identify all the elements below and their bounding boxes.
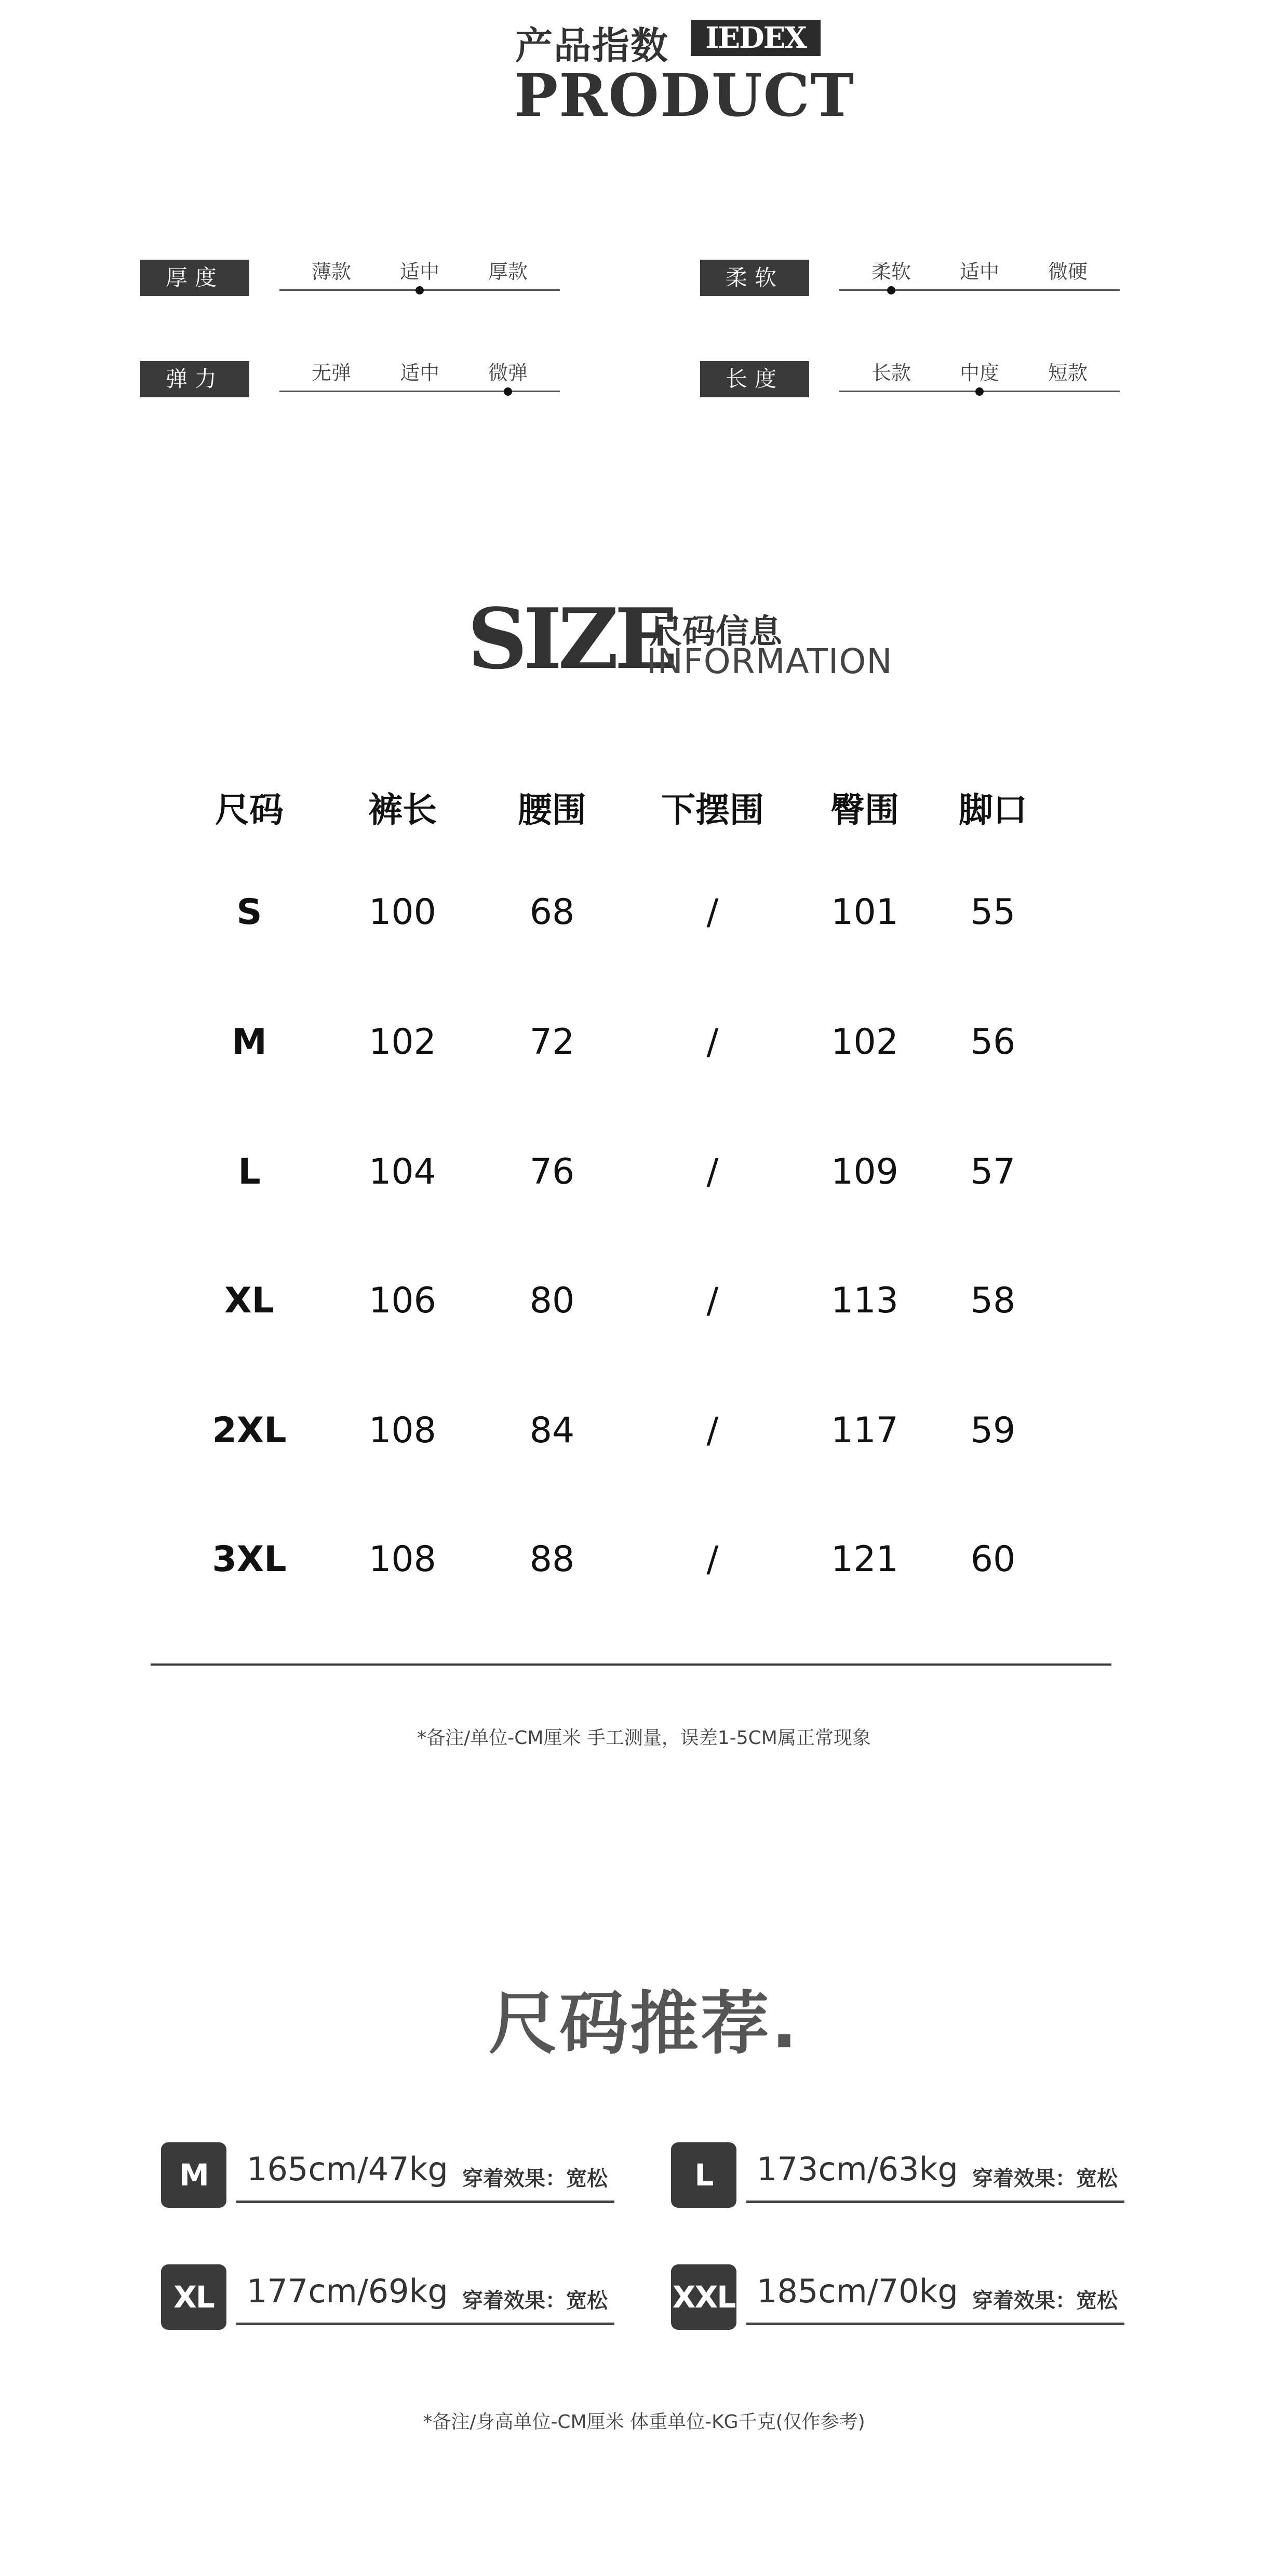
table-cell: 59: [970, 1410, 1016, 1451]
size-badge: L: [671, 2142, 736, 2208]
index-marker: [415, 286, 424, 294]
table-cell: 121: [831, 1539, 898, 1580]
size-badge: M: [161, 2142, 226, 2208]
recommend-title: 尺码推荐.: [488, 1984, 800, 2064]
table-cell: /: [706, 1022, 719, 1063]
index-option: 短款: [1048, 361, 1088, 384]
table-cell: 106: [369, 1280, 436, 1321]
fit-effect: 穿着效果：宽松: [972, 2167, 1118, 2191]
size-title-cn: 尺码信息: [649, 613, 782, 651]
table-cell: /: [706, 1280, 719, 1321]
index-label: 柔软: [700, 260, 809, 296]
table-cell: 76: [529, 1151, 575, 1192]
table-header-cell: 裤长: [368, 790, 437, 830]
header-title-en: PRODUCT: [514, 62, 855, 130]
table-header-cell: 尺码: [215, 790, 284, 830]
fit-effect: 穿着效果：宽松: [462, 2167, 608, 2191]
index-option: 微硬: [1048, 260, 1088, 283]
table-cell: 109: [831, 1151, 898, 1192]
table-cell: 56: [970, 1022, 1016, 1063]
table-note: *备注/单位-CM厘米 手工测量，误差1-5CM属正常现象: [417, 1727, 871, 1749]
table-size-cell: L: [238, 1151, 261, 1192]
index-option: 适中: [959, 260, 999, 283]
table-cell: 108: [369, 1539, 436, 1580]
recommend-note: *备注/身高单位-CM厘米 体重单位-KG千克(仅作参考): [423, 2411, 865, 2433]
index-marker: [975, 387, 984, 396]
table-cell: 68: [529, 892, 575, 933]
index-option: 无弹: [311, 361, 351, 384]
table-cell: /: [706, 1151, 719, 1192]
table-cell: /: [706, 892, 719, 933]
table-cell: 55: [970, 892, 1016, 933]
height-weight: 177cm/69kg: [247, 2272, 448, 2310]
table-cell: 57: [970, 1151, 1016, 1192]
header-title-cn: 产品指数: [515, 24, 669, 68]
fit-effect: 穿着效果：宽松: [462, 2289, 608, 2313]
index-label: 弹力: [140, 361, 249, 397]
table-header-cell: 腰围: [518, 790, 586, 830]
size-badge: XXL: [671, 2264, 736, 2330]
table-header-cell: 脚口: [959, 790, 1027, 830]
index-option: 适中: [399, 260, 439, 283]
table-cell: 101: [831, 892, 898, 933]
size-title-big: SIZE: [467, 590, 674, 688]
table-cell: 80: [529, 1280, 575, 1321]
table-cell: 58: [970, 1280, 1016, 1321]
index-option: 微弹: [488, 361, 528, 384]
table-cell: 84: [529, 1410, 575, 1451]
underline: [236, 2201, 614, 2203]
table-size-cell: 2XL: [212, 1410, 287, 1451]
index-marker: [887, 286, 895, 294]
table-size-cell: S: [236, 892, 262, 933]
header-title-badge: IEDEX: [691, 20, 821, 56]
fit-effect: 穿着效果：宽松: [972, 2289, 1118, 2313]
table-cell: 108: [369, 1410, 436, 1451]
index-marker: [504, 387, 512, 396]
index-option: 薄款: [311, 260, 351, 283]
table-cell: /: [706, 1410, 719, 1451]
index-option: 中度: [959, 361, 999, 384]
table-cell: 102: [369, 1022, 436, 1063]
table-cell: 88: [529, 1539, 575, 1580]
table-header-cell: 下摆围: [661, 790, 764, 830]
table-cell: 104: [369, 1151, 436, 1192]
underline: [746, 2201, 1124, 2203]
index-option: 长款: [871, 361, 911, 384]
table-cell: 117: [831, 1410, 898, 1451]
table-cell: 100: [369, 892, 436, 933]
table-cell: /: [706, 1539, 719, 1580]
index-track: [839, 289, 1120, 291]
size-title-en: INFORMATION: [647, 641, 893, 681]
index-option: 厚款: [488, 260, 528, 283]
index-label: 厚度: [140, 260, 249, 296]
table-size-cell: XL: [224, 1280, 274, 1321]
table-cell: 113: [831, 1280, 898, 1321]
table-cell: 102: [831, 1022, 898, 1063]
height-weight: 165cm/47kg: [247, 2150, 448, 2188]
underline: [236, 2323, 614, 2325]
height-weight: 185cm/70kg: [757, 2272, 958, 2310]
index-option: 适中: [399, 361, 439, 384]
height-weight: 173cm/63kg: [757, 2150, 958, 2188]
table-cell: 72: [529, 1022, 575, 1063]
table-size-cell: M: [232, 1022, 267, 1063]
table-size-cell: 3XL: [212, 1539, 287, 1580]
index-label: 长度: [700, 361, 809, 397]
table-divider: [151, 1663, 1111, 1666]
size-badge: XL: [161, 2264, 226, 2330]
underline: [746, 2323, 1124, 2325]
table-cell: 60: [970, 1539, 1016, 1580]
index-track: [279, 391, 560, 392]
table-header-cell: 臀围: [830, 790, 899, 830]
index-option: 柔软: [871, 260, 911, 283]
